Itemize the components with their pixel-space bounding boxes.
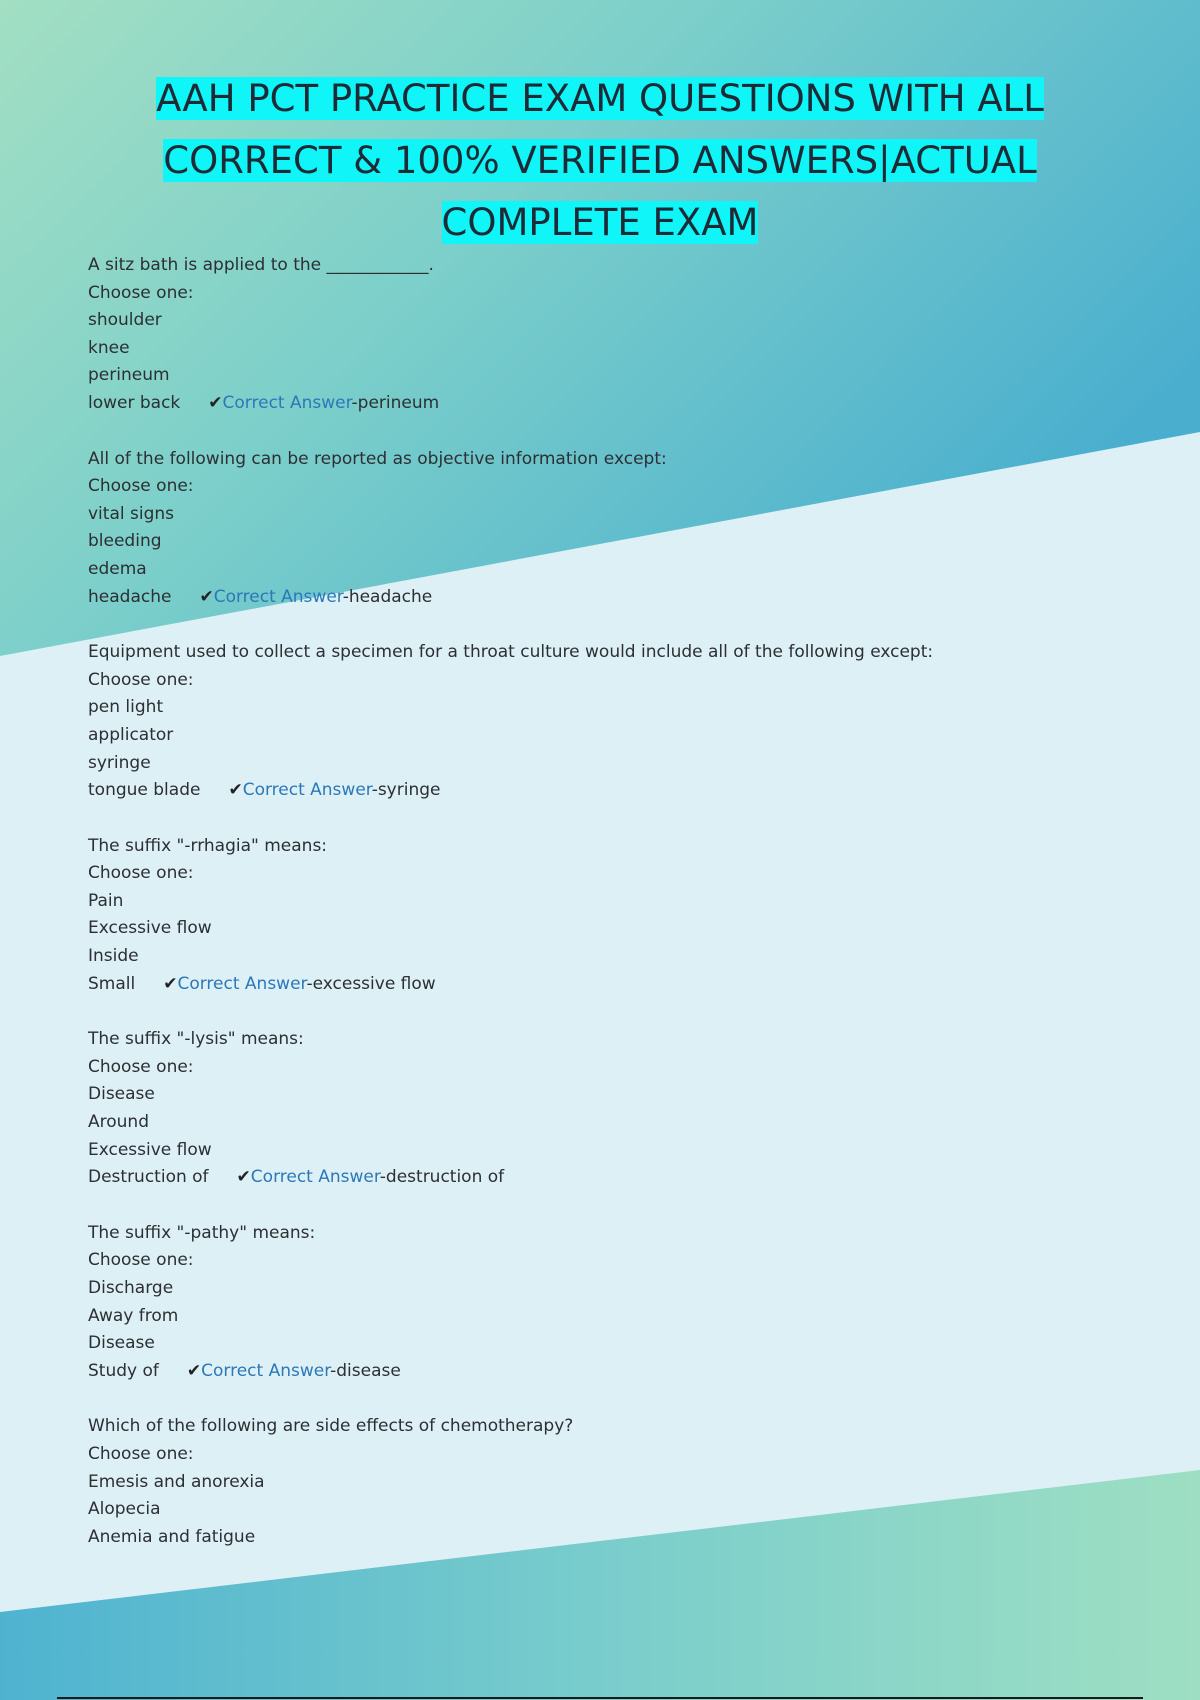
title-line-1: AAH PCT PRACTICE EXAM QUESTIONS WITH ALL — [156, 77, 1044, 120]
answer-option — [88, 1275, 1148, 1303]
correct-answer-label: Correct Answer — [177, 973, 307, 994]
option-text: lower back — [88, 392, 181, 413]
answer-option — [88, 1524, 1148, 1552]
choose-one-label: Choose one: — [88, 1056, 194, 1077]
option-text: Disease — [88, 1333, 155, 1354]
option-text: Anemia and fatigue — [88, 1526, 256, 1547]
correct-answer-label: Correct Answer — [242, 780, 372, 801]
answer-option — [88, 971, 1148, 999]
answer-option — [88, 390, 1148, 418]
choose-one-label: Choose one: — [88, 282, 194, 303]
answer-option — [88, 722, 1148, 750]
answer-option — [88, 1496, 1148, 1524]
checkmark-icon: ✔ — [236, 1167, 251, 1188]
question-prompt: A sitz bath is applied to the ____________. — [88, 255, 434, 275]
correct-answer-value: -disease — [330, 1360, 401, 1381]
choose-one-label: Choose one: — [88, 476, 194, 497]
option-text: syringe — [88, 752, 151, 773]
question-block — [88, 1026, 1148, 1192]
option-text: Study of — [88, 1360, 159, 1381]
option-text: shoulder — [88, 310, 162, 331]
question-prompt: The suffix "-pathy" means: — [88, 1222, 316, 1243]
option-text: bleeding — [88, 531, 162, 552]
choose-one-label: Choose one: — [88, 669, 194, 690]
correct-answer-value: -excessive flow — [306, 973, 436, 994]
option-text: knee — [88, 337, 130, 358]
answer-option — [88, 1109, 1148, 1137]
answer-option — [88, 750, 1148, 778]
question-prompt: Which of the following are side effects of chemotherapy? — [88, 1416, 574, 1437]
answer-option — [88, 1330, 1148, 1358]
option-text: Pain — [88, 890, 124, 911]
answer-option — [88, 1303, 1148, 1331]
option-text: edema — [88, 558, 147, 579]
checkmark-icon: ✔ — [228, 780, 243, 801]
option-text: pen light — [88, 697, 164, 718]
question-block — [88, 833, 1148, 999]
checkmark-icon: ✔ — [163, 973, 178, 994]
correct-answer-label: Correct Answer — [213, 586, 343, 607]
choose-one-label: Choose one: — [88, 1443, 194, 1464]
correct-answer-label: Correct Answer — [222, 392, 352, 413]
question-block — [88, 1220, 1148, 1386]
checkmark-icon: ✔ — [208, 392, 223, 413]
option-text: Inside — [88, 946, 139, 967]
answer-option — [88, 943, 1148, 971]
answer-option — [88, 556, 1148, 584]
question-block — [88, 252, 1148, 418]
option-text: Away from — [88, 1305, 179, 1326]
correct-answer-value: -perineum — [351, 392, 440, 413]
footer-rule — [57, 1697, 1143, 1699]
option-text: Destruction of — [88, 1167, 209, 1188]
checkmark-icon: ✔ — [186, 1360, 202, 1381]
option-text: Disease — [88, 1084, 155, 1105]
answer-option — [88, 1358, 1148, 1386]
option-text: perineum — [88, 365, 170, 386]
title-line-2: CORRECT & 100% VERIFIED ANSWERS|ACTUAL — [163, 139, 1037, 182]
question-prompt: All of the following can be reported as objective information except: — [88, 448, 667, 469]
option-text: Excessive flow — [88, 1139, 212, 1160]
correct-answer-value: -headache — [342, 586, 433, 607]
question-prompt: The suffix "-lysis" means: — [88, 1029, 304, 1050]
question-block — [88, 1413, 1148, 1551]
choose-one-label: Choose one: — [88, 863, 194, 884]
answer-option — [88, 1469, 1148, 1497]
answer-option — [88, 888, 1148, 916]
checkmark-icon: ✔ — [199, 586, 214, 607]
question-list — [88, 252, 1148, 1579]
correct-answer-label: Correct Answer — [201, 1360, 331, 1381]
answer-option — [88, 915, 1148, 943]
page-title — [60, 68, 1140, 254]
answer-option — [88, 335, 1148, 363]
question-block — [88, 446, 1148, 612]
answer-option — [88, 777, 1148, 805]
answer-option — [88, 362, 1148, 390]
option-text: Emesis and anorexia — [88, 1471, 265, 1492]
question-prompt: Equipment used to collect a specimen for a throat culture would include all of the following except: — [88, 642, 934, 663]
choose-one-label: Choose one: — [88, 1250, 194, 1271]
answer-option — [88, 501, 1148, 529]
option-text: Alopecia — [88, 1499, 161, 1520]
title-line-3: COMPLETE EXAM — [441, 201, 759, 244]
answer-option — [88, 1081, 1148, 1109]
option-text: tongue blade — [88, 780, 201, 801]
option-text: Around — [88, 1112, 149, 1133]
correct-answer-value: -destruction of — [379, 1167, 505, 1188]
option-text: Discharge — [88, 1278, 174, 1298]
answer-option — [88, 1164, 1148, 1192]
answer-option — [88, 1137, 1148, 1165]
option-text: Excessive flow — [88, 918, 212, 939]
option-text: headache — [88, 586, 172, 607]
option-text: applicator — [88, 724, 174, 745]
question-block — [88, 639, 1148, 805]
correct-answer-label: Correct Answer — [250, 1167, 380, 1188]
question-prompt: The suffix "-rrhagia" means: — [88, 835, 328, 856]
option-text: vital signs — [88, 503, 174, 524]
answer-option — [88, 694, 1148, 722]
answer-option — [88, 307, 1148, 335]
answer-option — [88, 584, 1148, 612]
option-text: Small — [88, 973, 136, 994]
correct-answer-value: -syringe — [371, 780, 441, 801]
answer-option — [88, 528, 1148, 556]
